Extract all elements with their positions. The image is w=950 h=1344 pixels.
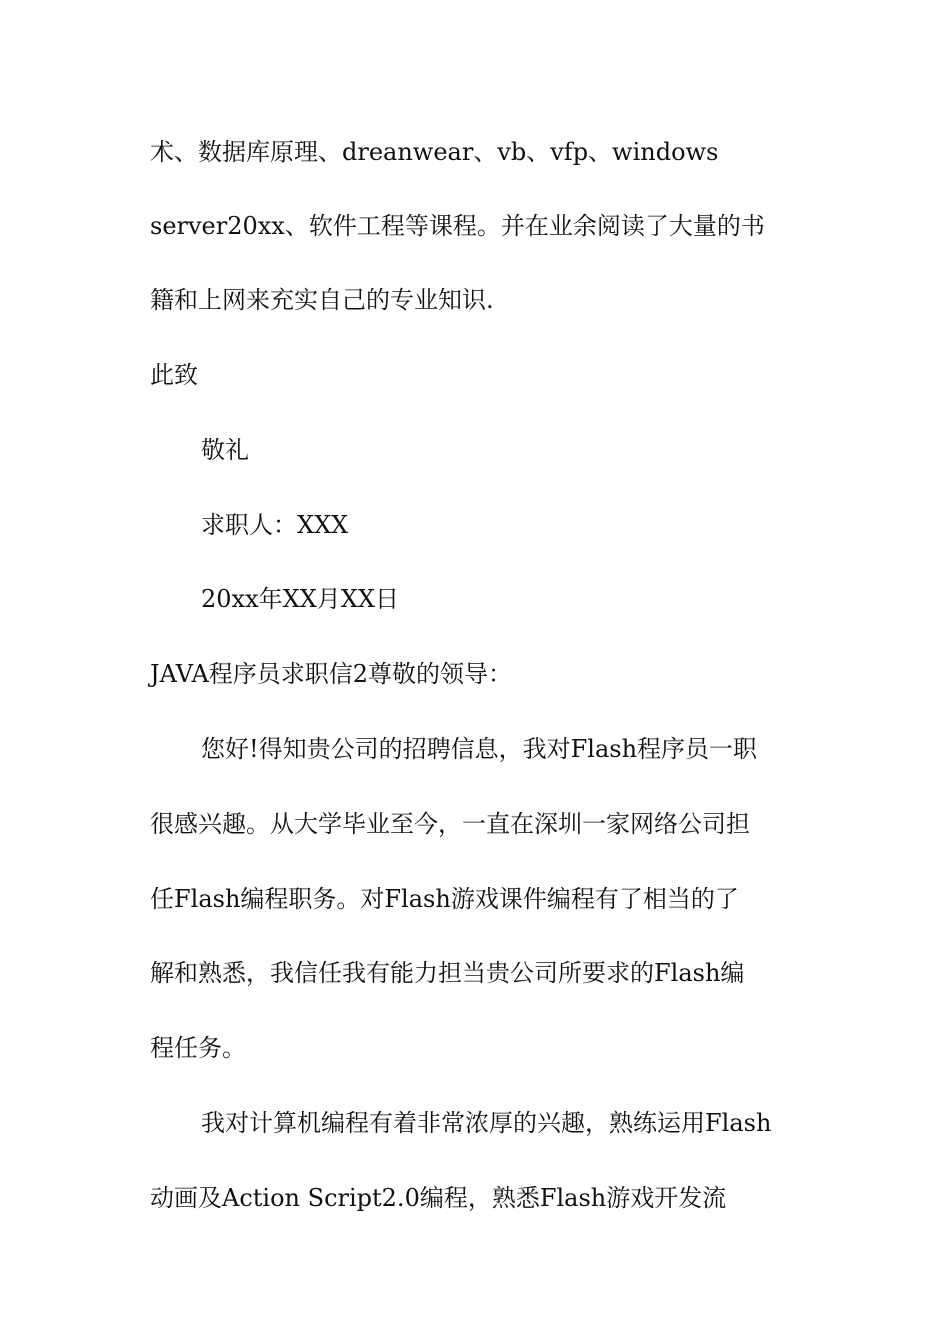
text-line: 您好!得知贵公司的招聘信息，我对Flash程序员一职 <box>201 735 758 763</box>
text-line: 术、数据库原理、dreanwear、vb、vfp、windows <box>150 138 719 166</box>
letter-heading: JAVA程序员求职信2尊敬的领导： <box>150 660 513 688</box>
text-line: 我对计算机编程有着非常浓厚的兴趣，熟练运用Flash <box>201 1109 772 1137</box>
closing-regards: 敬礼 <box>201 436 249 464</box>
text-line: server20xx、软件工程等课程。并在业余阅读了大量的书 <box>150 212 765 240</box>
text-line: 籍和上网来充实自己的专业知识. <box>150 286 494 314</box>
text-line: 很感兴趣。从大学毕业至今，一直在深圳一家网络公司担 <box>150 810 750 838</box>
applicant-signature: 求职人：XXX <box>201 511 349 539</box>
letter-date: 20xx年XX月XX日 <box>201 585 399 613</box>
closing-salutation: 此致 <box>150 361 198 389</box>
text-line: 动画及Action Script2.0编程，熟悉Flash游戏开发流 <box>150 1184 727 1212</box>
text-line: 程任务。 <box>150 1034 246 1062</box>
text-line: 解和熟悉，我信任我有能力担当贵公司所要求的Flash编 <box>150 959 745 987</box>
text-line: 任Flash编程职务。对Flash游戏课件编程有了相当的了 <box>150 885 739 913</box>
